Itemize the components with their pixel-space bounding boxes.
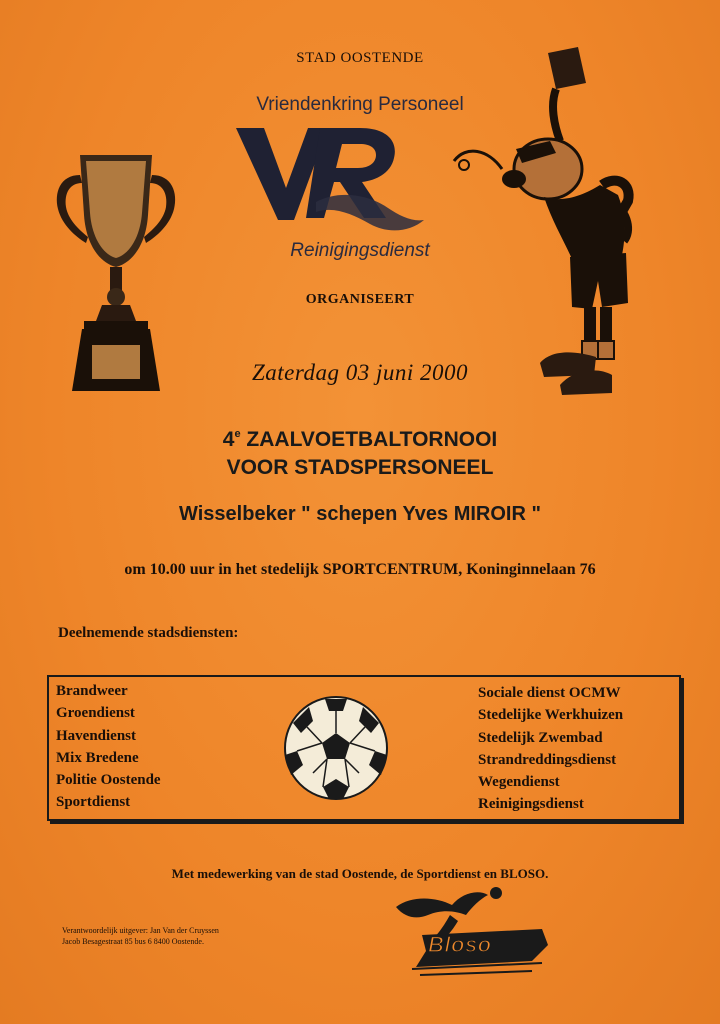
referee-illustration: [452, 45, 652, 400]
city-name: STAD OOSTENDE: [296, 50, 424, 66]
event-title: [0, 420, 720, 482]
publisher-info: [62, 925, 219, 947]
event-date: Zaterdag 03 juni 2000: [251, 360, 469, 385]
trophy-name: Wisselbeker " schepen Yves MIROIR ": [179, 503, 541, 525]
list-item: Sociale dienst OCMW: [478, 685, 621, 701]
ordinal-number: 4: [222, 428, 235, 451]
list-item: Reinigingsdienst: [478, 796, 584, 813]
list-item: Groendienst: [56, 705, 135, 722]
participants-left-list: [56, 680, 161, 814]
event-title-line2: VOOR STADSPERSONEEL: [226, 456, 494, 479]
ordinal-suffix: e: [234, 428, 241, 440]
vr-logo: [228, 120, 428, 250]
participants-heading: Deelnemende stadsdiensten:: [58, 625, 239, 641]
publisher-line2: Jacob Besagestraat 85 bus 6 8400 Oostende.: [62, 937, 204, 946]
list-item: Stedelijke Werkhuizen: [478, 707, 624, 724]
list-item: Stedelijk Zwembad: [478, 729, 603, 746]
club-name-top: Vriendenkring Personeel: [256, 94, 464, 115]
club-name-bottom: Reinigingsdienst: [290, 240, 430, 261]
list-item: Wegendienst: [478, 774, 560, 791]
publisher-line1: Verantwoordelijk uitgever: Jan Van der Cruyssen: [62, 926, 219, 935]
list-item: Politie Oostende: [56, 772, 161, 789]
list-item: Strandreddingsdienst: [478, 751, 617, 768]
event-title-line1-rest: ZAALVOETBALTORNOOI: [240, 428, 498, 451]
organizes-label: ORGANISEERT: [305, 292, 415, 307]
list-item: Mix Bredene: [56, 749, 139, 766]
list-item: Sportdienst: [56, 794, 131, 811]
list-item: Brandweer: [56, 683, 128, 699]
list-item: Havendienst: [56, 727, 137, 744]
trophy-illustration: [52, 145, 180, 395]
credits: Met medewerking van de stad Oostende, de Sportdienst en BLOSO.: [171, 866, 549, 881]
time-location: om 10.00 uur in het stedelijk SPORTCENTRUM, Koninginnelaan 76: [124, 561, 596, 578]
bloso-logo-text: Bloso: [428, 932, 492, 957]
soccer-ball-icon: [283, 695, 389, 801]
participants-right-list: [478, 682, 623, 816]
event-title-line1: [0, 420, 720, 454]
